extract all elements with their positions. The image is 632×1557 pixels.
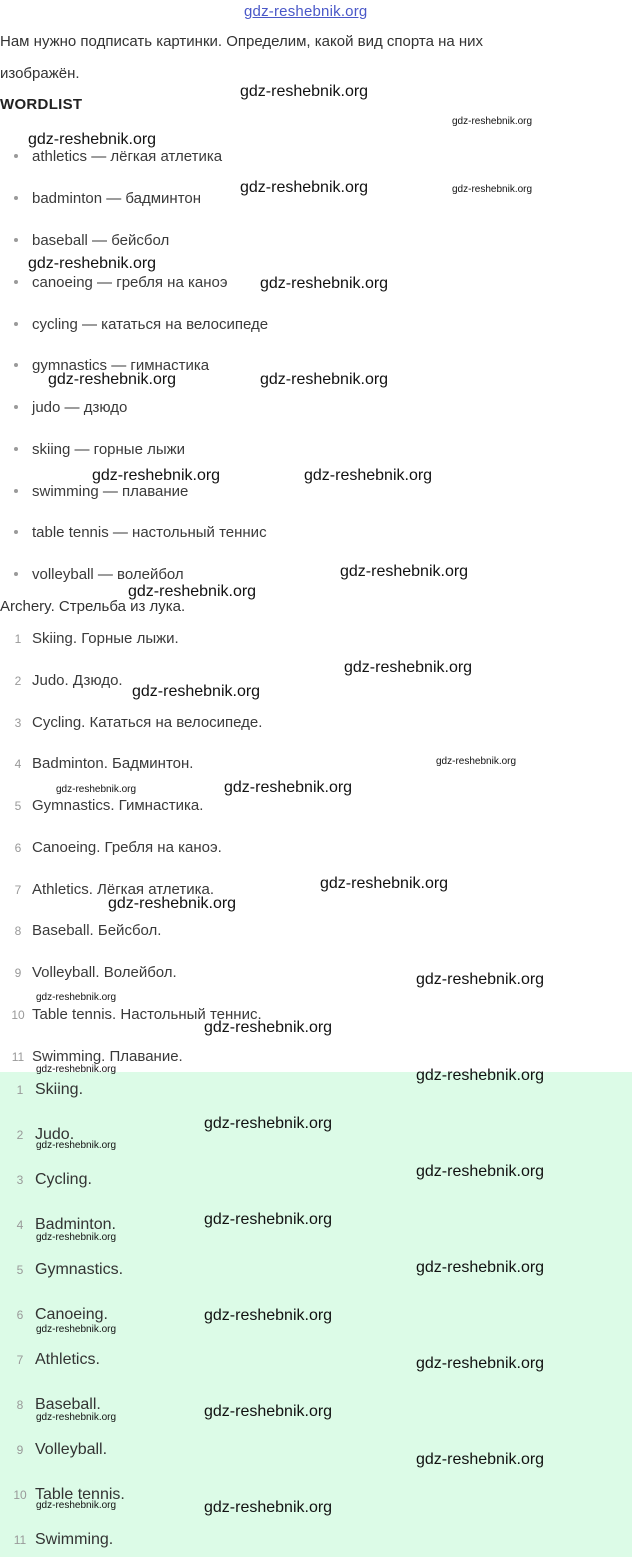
answer-item: 5 Gymnastics. [10,1261,123,1279]
watermark: gdz-reshebnik.org [452,184,533,195]
item-number: 9 [16,1443,24,1457]
watermark: gdz-reshebnik.org [204,1115,333,1132]
list-item: 11 Swimming. Плавание. [8,1048,183,1065]
wordlist-item: volleyball — волейбол [14,566,184,583]
watermark: gdz-reshebnik.org [48,371,177,388]
item-number: 8 [16,1398,24,1412]
item-number: 9 [14,966,22,980]
watermark: gdz-reshebnik.org [240,83,369,100]
item-number: 8 [14,924,22,938]
wordlist-item: gymnastics — гимнастика [14,357,209,374]
item-number: 3 [16,1173,24,1187]
watermark: gdz-reshebnik.org [128,583,257,600]
wordlist-item: canoeing — гребля на каноэ [14,274,227,291]
watermark: gdz-reshebnik.org [416,1067,545,1084]
watermark: gdz-reshebnik.org [204,1019,333,1036]
watermark: gdz-reshebnik.org [320,875,449,892]
answer-item: 6 Canoeing. [10,1306,108,1324]
item-number: 1 [16,1083,24,1097]
answer-item: 4 Badminton. [10,1216,116,1234]
watermark: gdz-reshebnik.org [36,1232,117,1243]
bullet-icon [14,238,18,242]
watermark: gdz-reshebnik.org [36,1140,117,1151]
watermark: gdz-reshebnik.org [260,275,389,292]
bullet-icon [14,405,18,409]
list-item: 9 Volleyball. Волейбол. [8,964,177,981]
watermark: gdz-reshebnik.org [416,971,545,988]
answer-item: 11 Swimming. [10,1531,113,1549]
answer-item: 3 Cycling. [10,1171,92,1189]
item-number: 4 [14,757,22,771]
list-item: 1 Skiing. Горные лыжи. [8,630,179,647]
item-number: 2 [14,674,22,688]
item-number: 10 [11,1008,25,1022]
item-number: 7 [16,1353,24,1367]
list-item: 3 Cycling. Кататься на велосипеде. [8,714,262,731]
wordlist-title: WORDLIST [0,96,83,113]
list-item: 7 Athletics. Лёгкая атлетика. [8,881,214,898]
wordlist-item: judo — дзюдо [14,399,127,416]
bullet-icon [14,572,18,576]
item-number: 6 [16,1308,24,1322]
wordlist-item: badminton — бадминтон [14,190,201,207]
wordlist-item: skiing — горные лыжи [14,441,185,458]
answer-item: 2 Judo. [10,1126,74,1144]
list-item: 2 Judo. Дзюдо. [8,672,123,689]
watermark: gdz-reshebnik.org [204,1211,333,1228]
watermark: gdz-reshebnik.org [204,1403,333,1420]
watermark: gdz-reshebnik.org [416,1355,545,1372]
watermark: gdz-reshebnik.org [416,1451,545,1468]
bullet-icon [14,322,18,326]
watermark: gdz-reshebnik.org [108,895,237,912]
item-number: 5 [16,1263,24,1277]
watermark: gdz-reshebnik.org [436,756,517,767]
watermark: gdz-reshebnik.org [36,1324,117,1335]
bullet-icon [14,280,18,284]
list-item: 6 Canoeing. Гребля на каноэ. [8,839,222,856]
answer-item: 8 Baseball. [10,1396,101,1414]
item-number: 3 [14,716,22,730]
watermark: gdz-reshebnik.org [416,1259,545,1276]
item-number: 1 [14,632,22,646]
intro-line-2: изображён. [0,65,80,82]
watermark: gdz-reshebnik.org [28,255,157,272]
list-item: 4 Badminton. Бадминтон. [8,755,193,772]
watermark: gdz-reshebnik.org [416,1163,545,1180]
answer-item: 9 Volleyball. [10,1441,107,1459]
archery-line: Archery. Стрельба из лука. [0,598,186,615]
wordlist-item: athletics — лёгкая атлетика [14,148,222,165]
watermark: gdz-reshebnik.org [452,116,533,127]
bullet-icon [14,530,18,534]
intro-line-1: Нам нужно подписать картинки. Определим, какой вид спорта на них [0,33,484,50]
watermark: gdz-reshebnik.org [344,659,473,676]
list-item: 5 Gymnastics. Гимнастика. [8,797,203,814]
answer-item: 10 Table tennis. [10,1486,125,1504]
watermark: gdz-reshebnik.org [224,779,353,796]
item-number: 11 [11,1050,25,1064]
watermark: gdz-reshebnik.org [36,1064,117,1075]
watermark: gdz-reshebnik.org [36,1412,117,1423]
item-number: 7 [14,883,22,897]
watermark: gdz-reshebnik.org [240,179,369,196]
item-number: 11 [13,1533,27,1547]
answer-item: 7 Athletics. [10,1351,100,1369]
watermark: gdz-reshebnik.org [204,1499,333,1516]
item-number: 2 [16,1128,24,1142]
wordlist-item: cycling — кататься на велосипеде [14,316,268,333]
bullet-icon [14,154,18,158]
watermark: gdz-reshebnik.org [28,131,157,148]
item-number: 6 [14,841,22,855]
wordlist-item: swimming — плавание [14,483,188,500]
watermark: gdz-reshebnik.org [260,371,389,388]
watermark: gdz-reshebnik.org [92,467,221,484]
watermark: gdz-reshebnik.org [36,992,117,1003]
wordlist-item: table tennis — настольный теннис [14,524,267,541]
list-item: 8 Baseball. Бейсбол. [8,922,161,939]
watermark: gdz-reshebnik.org [132,683,261,700]
item-number: 10 [13,1488,27,1502]
watermark: gdz-reshebnik.org [304,467,433,484]
watermark: gdz-reshebnik.org [204,1307,333,1324]
wordlist-item: baseball — бейсбол [14,232,169,249]
bullet-icon [14,447,18,451]
bullet-icon [14,196,18,200]
bullet-icon [14,489,18,493]
answer-item: 1 Skiing. [10,1081,83,1099]
watermark: gdz-reshebnik.org [340,563,469,580]
bullet-icon [14,363,18,367]
watermark: gdz-reshebnik.org [56,784,137,795]
list-item: 10 Table tennis. Настольный теннис. [8,1006,262,1023]
site-link[interactable]: gdz-reshebnik.org [244,3,368,20]
item-number: 4 [16,1218,24,1232]
watermark: gdz-reshebnik.org [36,1500,117,1511]
item-number: 5 [14,799,22,813]
